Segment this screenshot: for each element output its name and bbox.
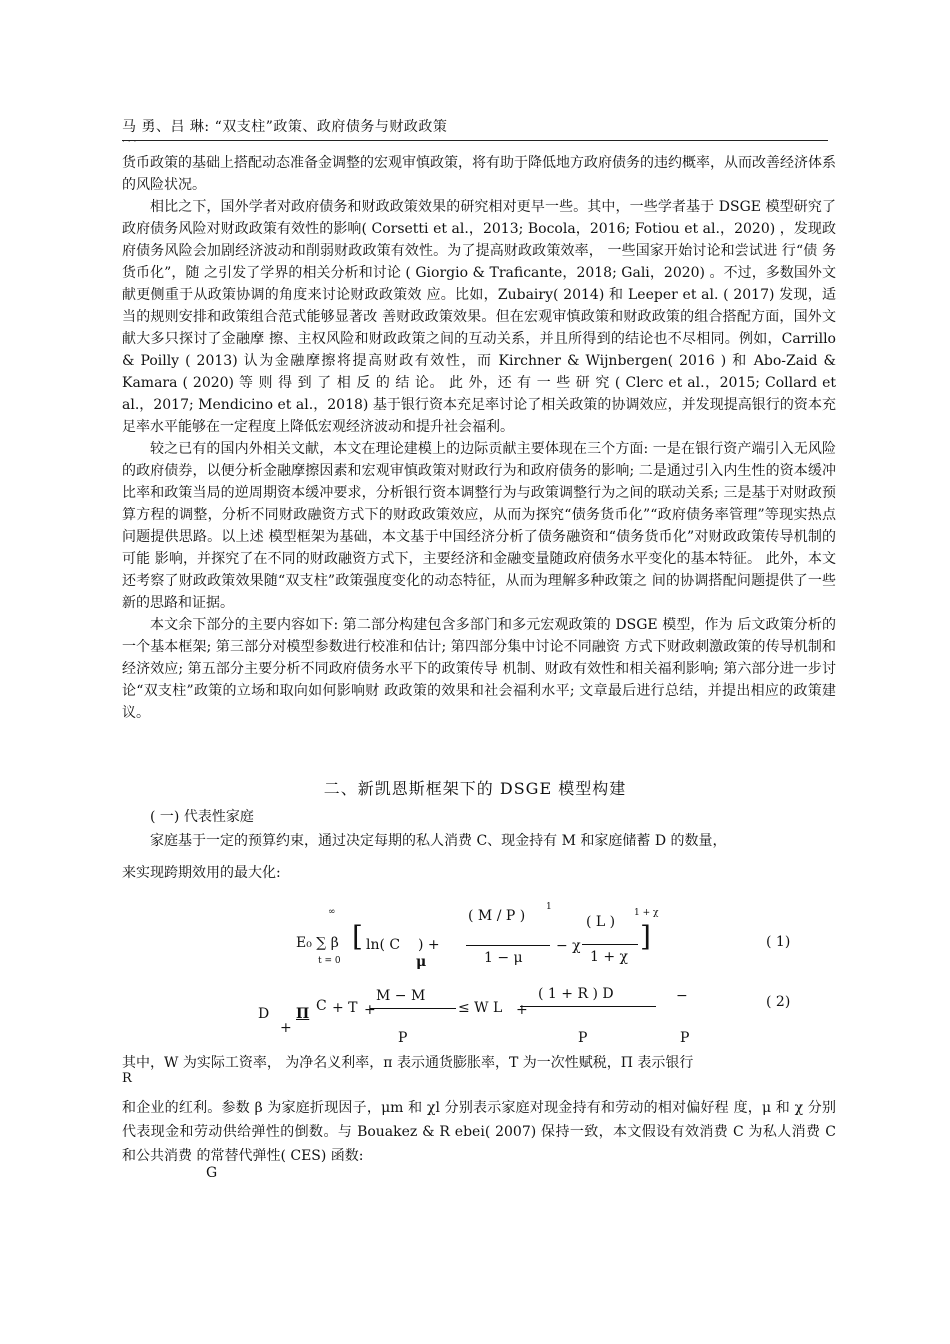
eq1-bracket-left: [ <box>352 920 363 953</box>
header-rule <box>122 140 828 141</box>
running-header: 马 勇、吕 琳: “双支柱”政策、政府债务与财政政策 <box>122 119 448 135</box>
eq2-price-2: P <box>578 1030 588 1046</box>
paragraph-1: 货币政策的基础上搭配动态准备金调整的宏观审慎政策，将有助于降低地方政府债务的违约概率，从而改善经济体系的风险状况。 <box>122 155 836 193</box>
eq2-fraction-bar-2 <box>520 1006 656 1007</box>
intro-part-c: 和家庭储蓄 D <box>575 833 667 849</box>
body-text <box>122 152 836 724</box>
after-equations-R: R <box>122 1071 132 1086</box>
eq1-chi-term: − χ <box>556 938 581 954</box>
eq2-consumption: C <box>316 998 327 1014</box>
eq1-sum-lower: t = 0 <box>318 956 341 966</box>
paragraph-3: 较之已有的国内外相关文献，本文在理论建模上的边际贡献主要体现在三个方面: 一是在银行资产端引入无风险的政府债券，以便分析金融摩擦因素和宏观审慎政策对财政行为和政府债务的影响; 二是通过引入内生性的资本缓冲比率和政策当局的逆周期资本缓冲要求，分析银行资本调整行为与政策调整行为之间的联动关系; 三是基于对财政预算方程的调整，分析不同财政融资方式下的财政政策效应，从而为探究“债务货币化”“政府债务率管理”等现实热点问题提供思路。以上述 模型框架为基础，本文基于中国经济分析了债务融资和“债务货币化”对财政政策传导机制的可能 影响，并探究了在不同的财政融资方式下，主要经济和金融变量随政府债务水平变化的基本特征。 此外，本文还考察了财政政策效果随“双支柱”政策强度变化的动态特征，从而为理解多种政策之 间的协调搭配问题提供了一些新的思路和证据。 <box>122 441 836 611</box>
intro-part-d: 的数量， <box>666 833 727 849</box>
eq2-fraction-bar-1 <box>370 1008 456 1009</box>
eq2-dividend: Π <box>296 1006 310 1022</box>
paragraph-4: 本文余下部分的主要内容如下: 第二部分构建包含多部门和多元宏观政策的 DSGE 模型，作为 后文政策分析的一个基本框架; 第三部分对模型参数进行校准和估计; 第四部分集中讨论不同融资 方式下财政刺激政策的传导机制和经济效应; 第五部分主要分析不同政府债务水平下的政策传导 机制、财政有效性和相关福利影响; 第六部分进一步讨论“双支柱”政策的立场和取向如何影响财 政政策的效果和社会福利水平; 文章最后进行总结，并提出相应的政策建议。 <box>122 617 836 721</box>
eq1-number: ( 1) <box>766 934 791 950</box>
eq2-price-3: P <box>680 1030 690 1046</box>
eq1-money-numerator: ( M / P ) <box>468 908 526 924</box>
after-equations-G: G <box>206 1165 218 1181</box>
eq2-wage-income: ≤ W L <box>458 1000 503 1016</box>
eq1-labor-numerator: ( L ) <box>586 914 616 930</box>
eq2-deposit: D <box>258 1006 270 1022</box>
eq2-plus-3: + <box>516 1002 528 1018</box>
eq2-interest-deposit: ( 1 + R ) D <box>538 986 614 1002</box>
eq1-fraction-bar-1 <box>466 945 550 946</box>
eq1-mu-m: μ <box>416 954 427 970</box>
after-equations-paragraph: 和企业的红利。参数 β 为家庭折现因子，μm 和 χl 分别表示家庭对现金持有和劳动的相对偏好程 度，μ 和 χ 分别代表现金和劳动供给弹性的倒数。与 Bouakez & R ebei( 2007) 保持一致，本文假设有效消费 C 为私人消费 C 和公共消费 的常替代弹性( CES) 函数: <box>122 1100 836 1164</box>
subsection-title: ( 一) 代表性家庭 <box>150 809 254 825</box>
eq1-expectation: E₀ ∑ β <box>296 935 339 951</box>
eq2-money-change: M − M <box>376 988 426 1004</box>
section-title: 二、新凯恩斯框架下的 DSGE 模型构建 <box>323 779 627 798</box>
eq2-number: ( 2) <box>766 994 791 1010</box>
section-intro-line2: 来实现跨期效用的最大化: <box>122 865 281 881</box>
eq1-bracket-right: ] <box>640 920 651 953</box>
eq1-fraction-bar-2 <box>582 944 638 945</box>
eq1-money-denominator: 1 − μ <box>484 950 523 966</box>
intro-part-a: 家庭基于一定的预算约束，通过决定每期的私人消费 C <box>150 833 488 849</box>
after-equations-line-1: 其中，W 为实际工资率， 为净名义利率，π 表示通货膨胀率，T 为一次性赋税，Π 表示银行 <box>122 1055 694 1071</box>
paragraph-2: 相比之下，国外学者对政府债务和财政政策效果的研究相对更早一些。其中，一些学者基于 DSGE 模型研究了政府债务风险对财政政策有效性的影响( Corsetti et al.，2013; Bocola，2016; Fotiou et al.，2020) ，发现政府债务风险会加剧经济波动和削弱财政政策有效性。为了提高财政政策效率， 一些国家开始讨论和尝试进 行“债 务货币化”，随 之引发了学界的相关分析和讨论 ( Giorgio & Traficante，2018; Gali，2020) 。不过，多数国外文献更侧重于从政策协调的角度来讨论财政政策效 应。比如，Zubairy( 2014) 和 Leeper et al. ( 2017) 发现，适当的规则安排和政策组合范式能够显著改 善财政政策效果。但在宏观审慎政策和财政政策的组合搭配方面，国外文献大多只探讨了金融摩 擦、主权风险和财政政策之间的互动关系，并且所得到的结论也不尽相同。例如，Carrillo & Poilly ( 2013) 认为金融摩擦将提高财政有效性，而 Kirchner & Wijnbergen( 2016 ) 和 Abo-Zaid & Kamara ( 2020) 等 则 得 到 了 相 反 的 结 论。 此 外，还 有 一 些 研 究 ( Clerc et al.，2015; Collard et al.，2017; Mendicino et al.，2018) 基于银行资本充足率讨论了相关政策的协调效应，并发现提高银行的资本充 足率水平能够在一定程度上降低宏观经济波动和提升社会福利。 <box>122 199 836 435</box>
eq2-minus: − <box>676 988 688 1004</box>
eq1-log-term: ln( C <box>366 937 401 953</box>
eq1-sum-upper: ∞ <box>328 907 336 917</box>
eq2-tax: + T <box>332 1000 358 1016</box>
eq1-labor-denominator: 1 + χ <box>590 949 629 965</box>
eq1-labor-power: 1 + χ <box>634 908 659 918</box>
section-intro <box>122 830 836 852</box>
eq1-power-one: 1 <box>546 902 552 912</box>
eq2-plus-2: + <box>364 1002 376 1018</box>
intro-part-b: 、现金持有 M <box>487 833 576 849</box>
eq1-plus: ) + <box>418 937 440 953</box>
eq2-price-1: P <box>398 1030 408 1046</box>
header-marks: · · · <box>122 137 137 147</box>
eq2-plus-1: + <box>280 1020 292 1036</box>
